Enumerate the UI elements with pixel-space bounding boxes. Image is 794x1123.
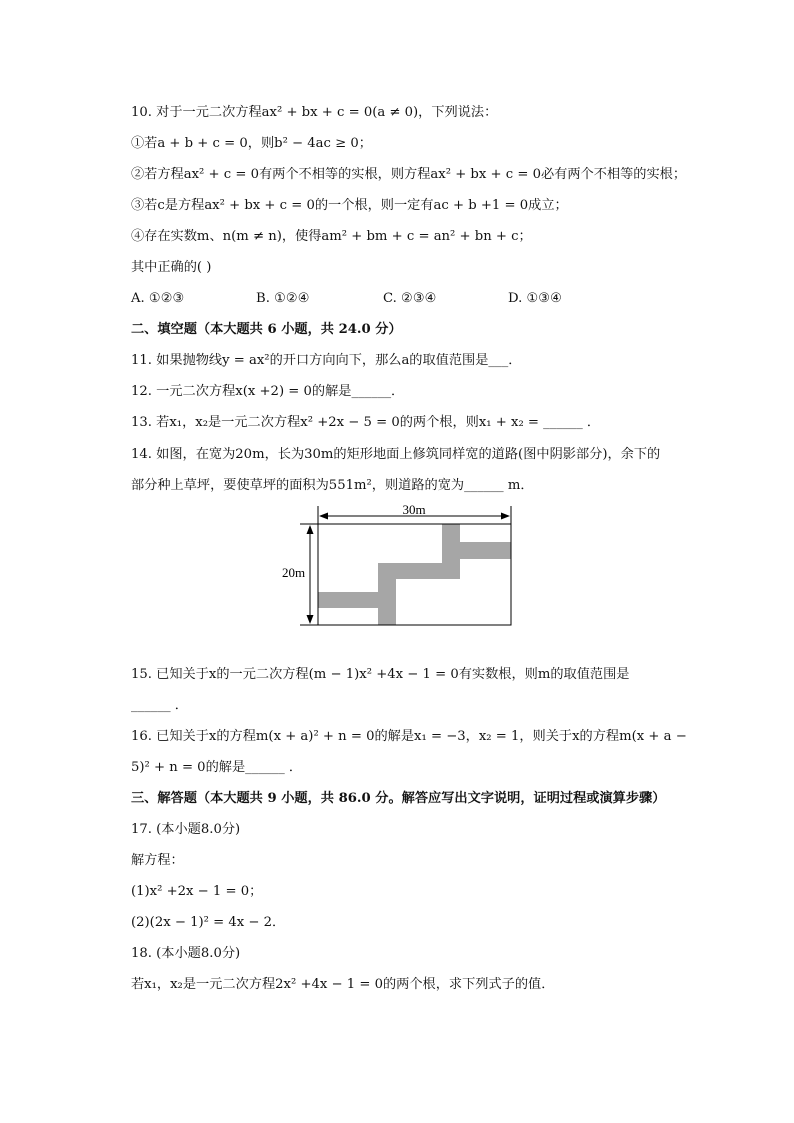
option-a: A. ①②③	[131, 291, 185, 306]
road-shading	[318, 524, 511, 625]
option-d: D. ①③④	[508, 291, 562, 306]
option-c: C. ②③④	[383, 291, 437, 306]
q10-stem: 10. 对于一元二次方程ax² + bx + c = 0(a ≠ 0)，下列说法：	[131, 105, 498, 120]
q10-statement-3: ③若c是方程ax² + bx + c = 0的一个根，则一定有ac + b +1 = 0成立；	[131, 198, 568, 213]
section-solutions-heading: 三、解答题（本大题共 9 小题，共 86.0 分。解答应写出文字说明，证明过程或演算步骤）	[131, 791, 666, 806]
height-label: 20m	[282, 565, 306, 580]
q18-stem: 若x₁，x₂是一元二次方程2x² +4x − 1 = 0的两个根，求下列式子的值．	[131, 977, 555, 992]
q17-part-2: (2)(2x − 1)² = 4x − 2．	[131, 915, 286, 930]
section-fill-in-blank-heading: 二、填空题（本大题共 6 小题，共 24.0 分）	[131, 322, 402, 337]
width-arrow-right	[501, 513, 510, 520]
q16-line-1: 16. 已知关于x的方程m(x + a)² + n = 0的解是x₁ = −3，x₂ = 1，则关于x的方程m(x + a −	[131, 729, 687, 744]
q14-line-2: 部分种上草坪，要使草坪的面积为551m²，则道路的宽为______ m．	[131, 478, 534, 493]
height-arrow-bottom	[307, 615, 314, 624]
q10-statement-1: ①若a + b + c = 0，则b² − 4ac ≥ 0；	[131, 136, 372, 151]
q15-line-1: 15. 已知关于x的一元二次方程(m − 1)x² +4x − 1 = 0有实数根，则m的取值范围是	[131, 667, 630, 682]
road-diagram	[281, 505, 521, 631]
q11: 11. 如果抛物线y = ax²的开口方向向下，那么a的取值范围是___．	[131, 353, 522, 368]
road-segment-5	[442, 542, 511, 559]
q18-header: 18. (本小题8.0分)	[131, 946, 241, 961]
q13: 13. 若x₁，x₂是一元二次方程x² +2x − 5 = 0的两个根，则x₁ + x₂ = ______ ．	[131, 415, 601, 430]
q15-line-2: ______ ．	[131, 698, 188, 713]
q12: 12. 一元二次方程x(x +2) = 0的解是______．	[131, 384, 405, 399]
option-b: B. ①②④	[256, 291, 310, 306]
width-label: 30m	[402, 505, 426, 517]
height-arrow-top	[307, 525, 314, 534]
q17-header: 17. (本小题8.0分)	[131, 822, 241, 837]
q10-options	[131, 290, 754, 308]
q16-line-2: 5)² + n = 0的解是______ ．	[131, 760, 303, 775]
q10-statement-2: ②若方程ax² + c = 0有两个不相等的实根，则方程ax² + bx + c = 0必有两个不相等的实根；	[131, 167, 687, 182]
width-arrow-left	[319, 513, 328, 520]
q10-question: 其中正确的( )	[131, 260, 212, 275]
q17-part-1: (1)x² +2x − 1 = 0；	[131, 884, 263, 899]
q14-line-1: 14. 如图，在宽为20m，长为30m的矩形地面上修筑同样宽的道路(图中阴影部分)，余下的	[131, 447, 661, 462]
q17-intro: 解方程：	[131, 853, 184, 868]
q10-statement-4: ④存在实数m、n(m ≠ n)，使得am² + bm + c = an² + bn + c；	[131, 229, 532, 244]
road-segment-1	[318, 592, 380, 608]
